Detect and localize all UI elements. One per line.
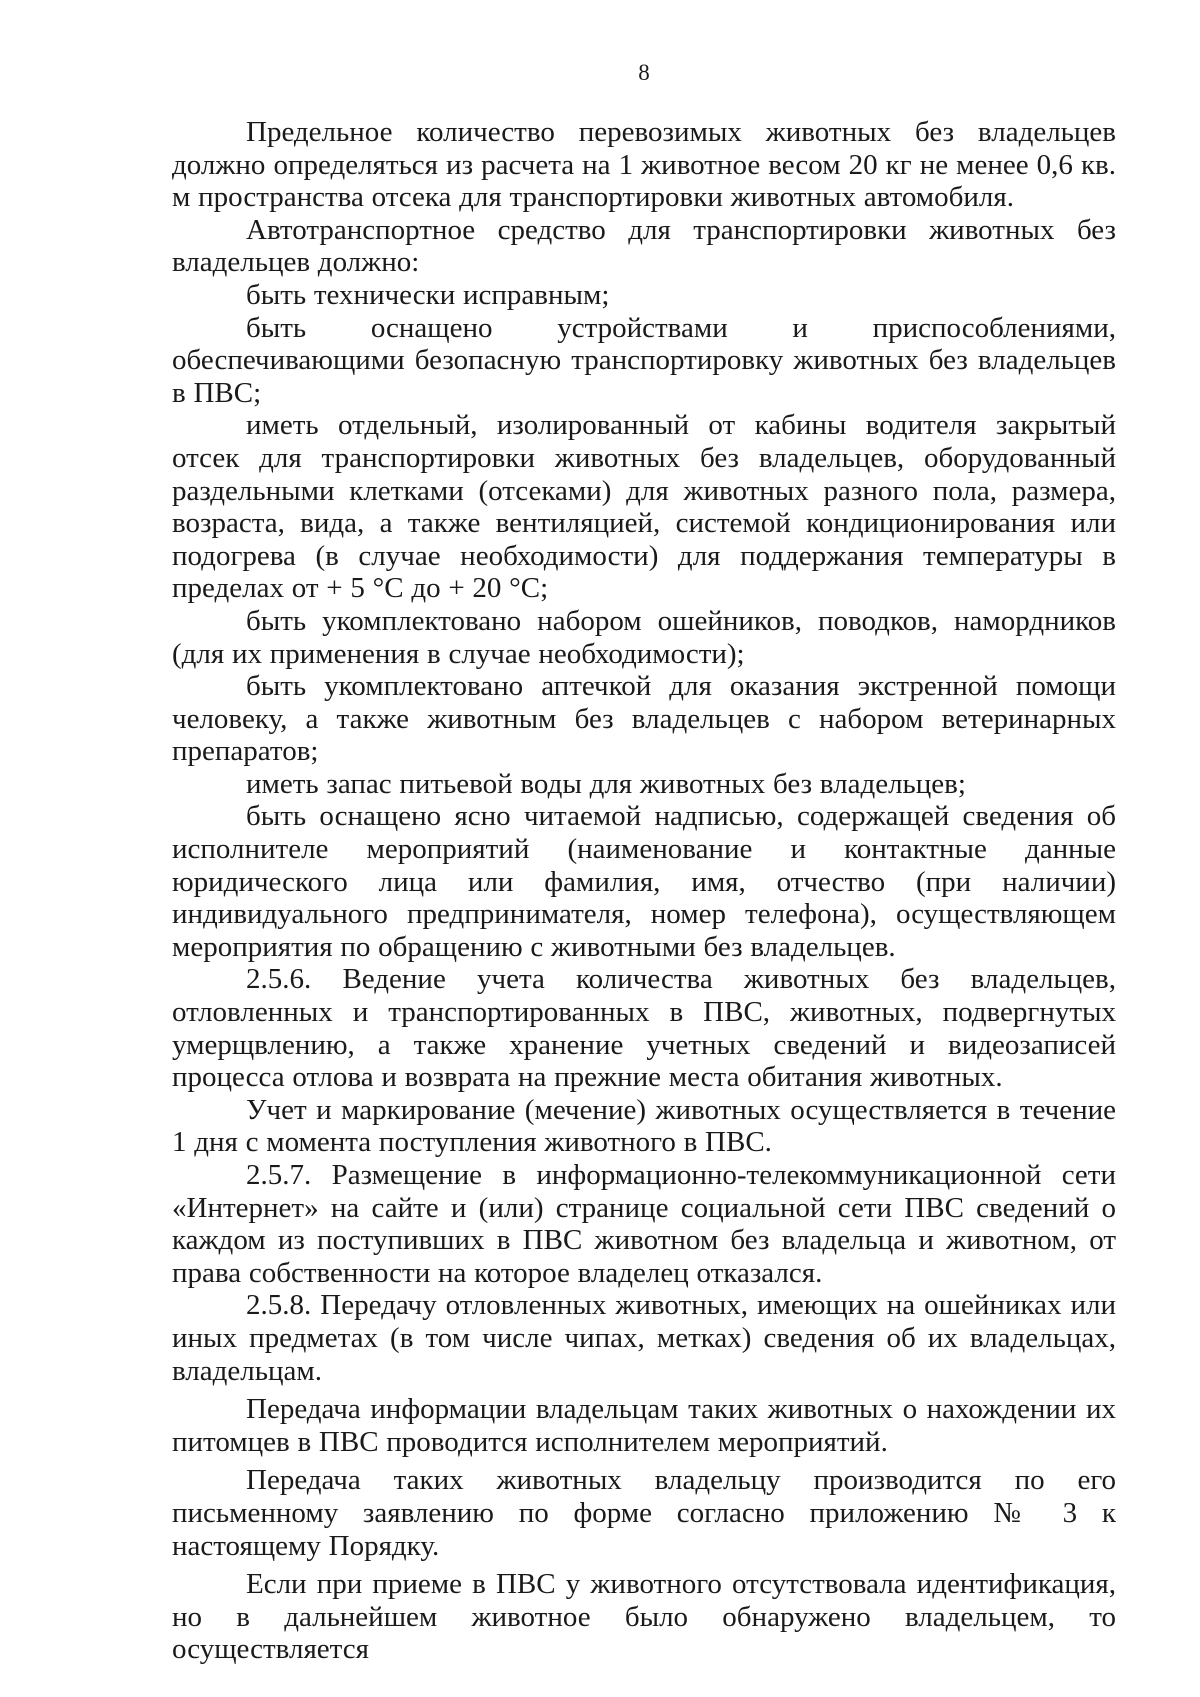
paragraph-2-5-7: 2.5.7. Размещение в информационно-телекоммуникационной сети «Интернет» на сайте и (или) странице социальной сети ПВС сведений о каждом из поступивших в ПВС животном без владельца и животном, от права собственности на которое владелец отказался. [172,1159,1116,1289]
paragraph-readable-label: быть оснащено ясно читаемой надписью, содержащей сведения об исполнителе мероприятий (наименование и контактные данные юридического лица или фамилия, имя, отчество (при наличии) индивидуального предпринимателя, номер телефона), осуществляющем мероприятия по обращению с животными без владельцев. [172,800,1116,963]
document-page [172,58,1116,1666]
page-number: 8 [638,60,650,85]
paragraph-transport-limit: Предельное количество перевозимых животных без владельцев должно определяться из расчета на 1 животное весом 20 кг не менее 0,6 кв. м пространства отсека для транспортировки животных автомобиля. [172,116,1116,214]
paragraph-collars-leashes: быть укомплектовано набором ошейников, поводков, намордников (для их применения в случае необходимости); [172,604,1116,670]
paragraph-technically-sound: быть технически исправным; [246,278,610,311]
paragraph-2-5-8: 2.5.8. Передачу отловленных животных, имеющих на ошейниках или иных предметах (в том числе чипах, метках) сведения об их владельцах, владельцам. [172,1289,1116,1387]
paragraph-separate-compartment: иметь отдельный, изолированный от кабины водителя закрытый отсек для транспортировки животных без владельцев, оборудованный раздельными клетками (отсеками) для животных разного пола, размера, возраста, вида, а также вентиляцией, системой кондиционирования или подогрева (в случае необходимости) для поддержания температуры в пределах от + 5 °С до + 20 °С; [172,409,1116,605]
paragraph-vehicle-requirements: Автотранспортное средство для транспортировки животных без владельцев должно: [172,213,1116,279]
paragraph-first-aid-kit: быть укомплектовано аптечкой для оказания экстренной помощи человеку, а также животным без владельцев с набором ветеринарных препаратов; [172,670,1116,768]
paragraph-safety-equipment: быть оснащено устройствами и приспособлениями, обеспечивающими безопасную транспортировку животных без владельцев в ПВС; [172,311,1116,409]
paragraph-identification: Если при приеме в ПВС у животного отсутствовала идентификация, но в дальнейшем животное было обнаружено владельцем, то осуществляется [172,1568,1116,1666]
paragraph-2-5-6: 2.5.6. Ведение учета количества животных без владельцев, отловленных и транспортированных в ПВС, животных, подвергнутых умерщвлению, а также хранение учетных сведений и видеозаписей процесса отлова и возврата на прежние места обитания животных. [172,963,1116,1094]
paragraph-owner-notification: Передача информации владельцам таких животных о нахождении их питомцев в ПВС проводится исполнителем мероприятий. [172,1393,1116,1458]
paragraph-drinking-water: иметь запас питьевой воды для животных без владельцев; [246,767,966,800]
paragraph-marking: Учет и маркирование (мечение) животных осуществляется в течение 1 дня с момента поступления животного в ПВС. [172,1093,1116,1159]
paragraph-owner-transfer: Передача таких животных владельцу производится по его письменному заявлению по форме согласно приложению № 3 к настоящему Порядку. [172,1464,1116,1562]
